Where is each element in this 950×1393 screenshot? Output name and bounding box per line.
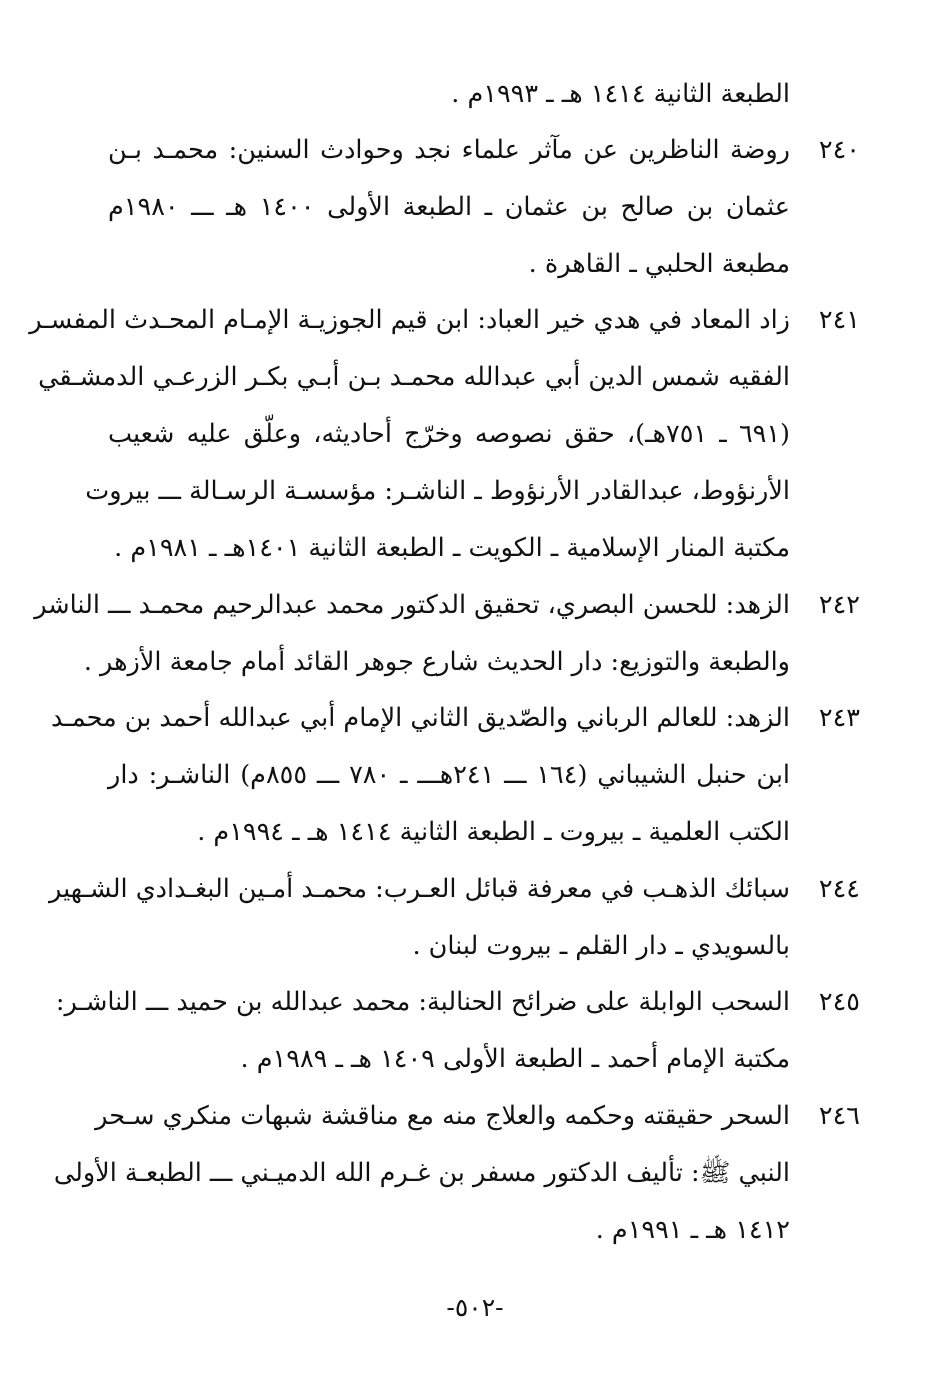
entry-line: الزهد: للحسن البصري، تحقيق الدكتور محمد عبدالرحيم محمـد ـــ الناشر: [34, 590, 790, 620]
entry-number: ٢٤٣: [818, 703, 860, 733]
entry-line: الكتب العلمية ـ بيروت ـ الطبعة الثانية ١٤١٤ هـ ـ ١٩٩٤م .: [197, 817, 790, 847]
entry-line: النبي ﷺ: تأليف الدكتور مسفر بن غـرم الله الدميـني ـــ الطبعـة الأولى: [53, 1158, 790, 1188]
entry-line: (٦٩١ ـ ٧٥١هـ)، حقق نصوصه وخرّج أحاديثه، وعلّق عليه شعيب: [108, 419, 790, 449]
entry-line: والطبعة والتوزيع: دار الحديث شارع جوهر القائد أمام جامعة الأزهر .: [83, 647, 790, 677]
page-number: -٥٠٢-: [446, 1293, 504, 1322]
entry-line: روضة الناظرين عن مآثر علماء نجد وحوادث السنين: محمـد بـن: [108, 135, 790, 165]
entry-line: مكتبة المنار الإسلامية ـ الكويت ـ الطبعة الثانية ١٤٠١هـ ـ ١٩٨١م .: [114, 533, 790, 563]
entry-number: ٢٤٢: [818, 590, 860, 620]
entry-line: زاد المعاد في هدي خير العباد: ابن قيم الجوزيـة الإمـام المحـدث المفسـر: [29, 305, 790, 335]
entry-line: سبائك الذهـب في معرفة قبائل العـرب: محمـد أمـين البغـدادي الشـهير: [49, 874, 790, 904]
entry-line: السحر حقيقته وحكمه والعلاج منه مع مناقشة شبهات منكري سـحر: [95, 1101, 790, 1131]
entry-line: مكتبة الإمام أحمد ـ الطبعة الأولى ١٤٠٩ هـ ـ ١٩٨٩م .: [240, 1044, 790, 1074]
entry-line: السحب الوابلة على ضرائح الحنالبة: محمد عبدالله بن حميد ـــ الناشـر:: [55, 987, 790, 1017]
entry-number: ٢٤١: [818, 305, 860, 335]
entry-number: ٢٤٠: [818, 135, 860, 165]
entry-line: الأرنؤوط، عبدالقادر الأرنؤوط ـ الناشـر: مؤسسـة الرسـالة ـــ بيروت: [85, 476, 790, 506]
entry-number: ٢٤٤: [818, 874, 860, 904]
entry-line: الزهد: للعالم الرباني والصّديق الثاني الإمام أبي عبدالله أحمد بن محمـد: [50, 703, 790, 733]
entry-number: ٢٤٦: [818, 1101, 860, 1131]
entry-line: ابن حنبل الشيباني (١٦٤ ـــ ٢٤١هـــ ـ ٧٨٠ ـــ ٨٥٥م) الناشـر: دار: [108, 760, 791, 790]
entry-line: مطبعة الحلبي ـ القاهرة .: [528, 249, 790, 279]
entry-line: الفقيه شمس الدين أبي عبدالله محمـد بـن أبـي بكـر الزرعـي الدمشـقي: [38, 362, 790, 392]
entry-line: ١٤١٢ هـ ـ ١٩٩١م .: [595, 1215, 790, 1245]
entry-line: عثمان بن صالح بن عثمان ـ الطبعة الأولى ١٤٠٠ هـ ـــ ١٩٨٠م: [108, 192, 790, 222]
entry-line: الطبعة الثانية ١٤١٤ هـ ـ ١٩٩٣م .: [451, 79, 790, 109]
entry-line: بالسويدي ـ دار القلم ـ بيروت لبنان .: [412, 931, 790, 961]
entry-number: ٢٤٥: [818, 987, 860, 1017]
